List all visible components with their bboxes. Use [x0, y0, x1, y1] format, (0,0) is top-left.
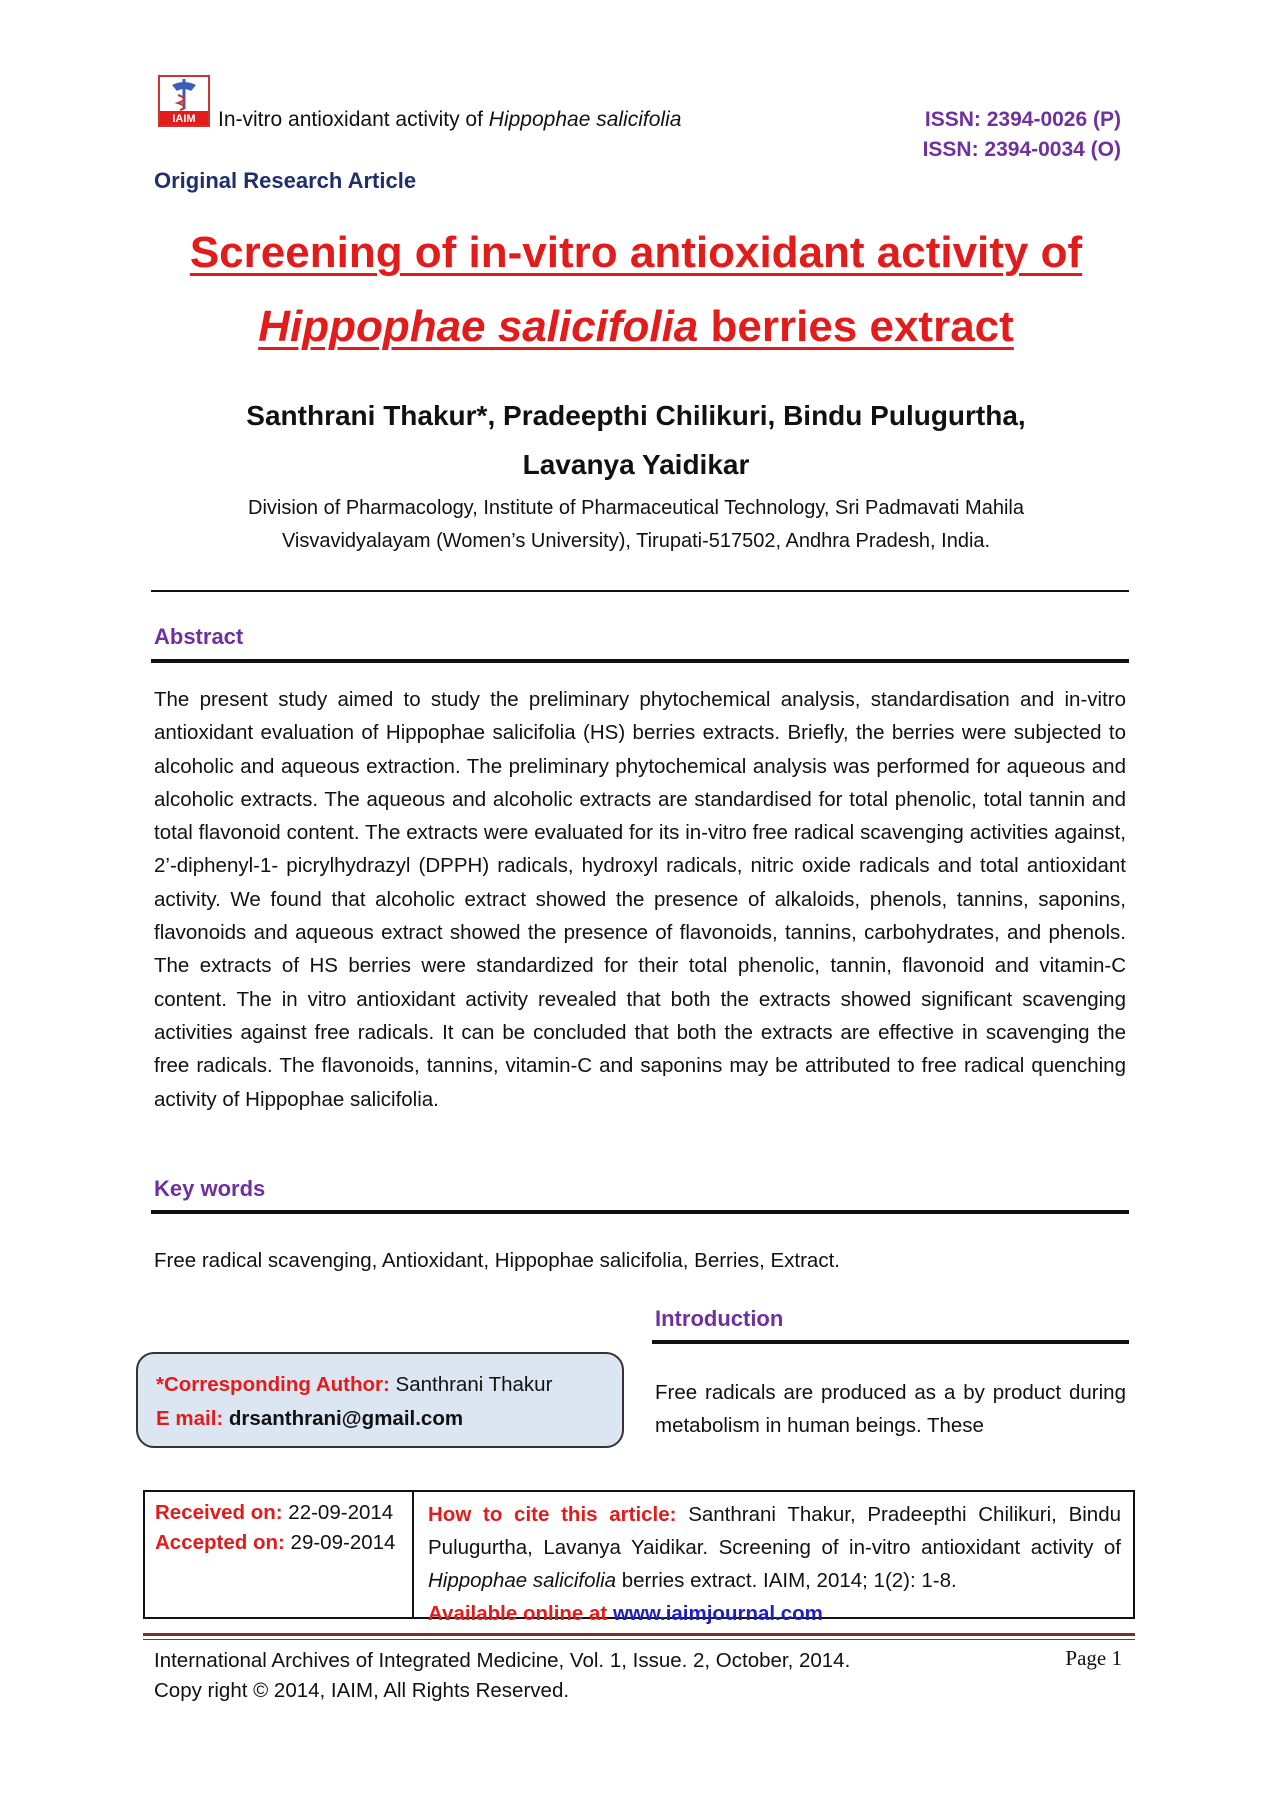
issn-online: ISSN: 2394-0034 (O) — [922, 138, 1121, 161]
corresponding-author-box — [136, 1352, 624, 1448]
journal-logo — [158, 75, 210, 127]
title-line-1: Screening of in-vitro antioxidant activity of — [189, 228, 1083, 277]
logo-text: IAIM — [172, 113, 196, 125]
authors-line-2: Lavanya Yaidikar — [522, 449, 750, 480]
footer-journal: International Archives of Integrated Medicine, Vol. 1, Issue. 2, October, 2014. — [154, 1649, 851, 1672]
authors-line-1: Santhrani Thakur*, Pradeepthi Chilikuri, Bindu Pulugurtha, — [246, 400, 1026, 431]
abstract-text: The present study aimed to study the preliminary phytochemical analysis, standardisation and in-vitro antioxidant evaluation of Hippophae salicifolia (HS) berries extracts. Briefly, the berries were subjected to alcoholic and aqueous extraction. The preliminary phytochemical analysis was performed for aqueous and alcoholic extracts. The aqueous and alcoholic extracts are standardised for total phenolic, total tannin and total flavonoid content. The extracts were evaluated for its in-vitro free radical scavenging activities against, 2’-diphenyl-1- picrylhydrazyl (DPPH) radicals, hydroxyl radicals, nitric oxide radicals and total antioxidant activity. We found that alcoholic extract showed the presence of alkaloids, phenols, tannins, saponins, flavonoids and aqueous extract showed the presence of flavonoids, tannins, carbohydrates, and phenols. The extracts of HS berries were standardized for their total phenolic, tannin, flavonoid and vitamin-C content. The in vitro antioxidant activity revealed that both the extracts showed significant scavenging activities against free radicals. It can be concluded that both the extracts are effective in scavenging the free radicals. The flavonoids, tannins, vitamin-C and saponins may be attributed to free radical quenching activity of Hippophae salicifolia. — [154, 688, 1126, 1111]
corresponding-author: *Corresponding Author: Santhrani Thakur — [156, 1373, 553, 1396]
footer-rule-thin — [143, 1639, 1135, 1640]
introduction-heading: Introduction — [655, 1306, 784, 1331]
issn-print: ISSN: 2394-0026 (P) — [924, 108, 1121, 131]
introduction-text: Free radicals are produced as a by product during metabolism in human beings. These — [655, 1381, 1126, 1438]
accepted-date: Accepted on: 29-09-2014 — [155, 1531, 396, 1554]
corresponding-email: E mail: drsanthrani@gmail.com — [156, 1407, 464, 1430]
received-date: Received on: 22-09-2014 — [155, 1501, 394, 1524]
article-type: Original Research Article — [154, 168, 417, 193]
dates-cell — [145, 1492, 414, 1617]
footer-rule — [143, 1633, 1135, 1636]
keywords-text: Free radical scavenging, Antioxidant, Hippophae salicifolia, Berries, Extract. — [154, 1249, 840, 1272]
keywords-rule — [151, 1210, 1129, 1214]
introduction-rule — [652, 1340, 1129, 1344]
abstract-rule — [151, 659, 1129, 663]
affiliation-line-1: Division of Pharmacology, Institute of Pharmaceutical Technology, Sri Padmavati Mahila — [248, 497, 1024, 519]
footer-copyright: Copy right © 2014, IAIM, All Rights Reserved. — [154, 1679, 570, 1702]
citation-table — [143, 1490, 1135, 1625]
affiliation-line-2: Visvavidyalayam (Women’s University), Tirupati-517502, Andhra Pradesh, India. — [281, 530, 991, 552]
page-number: Page 1 — [1065, 1646, 1122, 1670]
keywords-heading: Key words — [154, 1176, 266, 1201]
divider — [151, 590, 1129, 592]
journal-link[interactable]: www.iaimjournal.com — [612, 1602, 823, 1625]
running-title: In-vitro antioxidant activity of Hippophae salicifolia — [218, 108, 682, 131]
abstract-heading: Abstract — [154, 624, 244, 649]
citation-cell: How to cite this article: Santhrani Thakur, Pradeepthi Chilikuri, Bindu Pulugurtha, Lavanya Yaidikar. Screening of in-vitro antioxidant activity of Hippophae salicifolia berries extract. IAIM, 2014; 1(2): 1-8. Available online at www.iaimjournal.com — [428, 1503, 1121, 1625]
title-line-2: Hippophae salicifolia berries extract — [258, 302, 1014, 351]
